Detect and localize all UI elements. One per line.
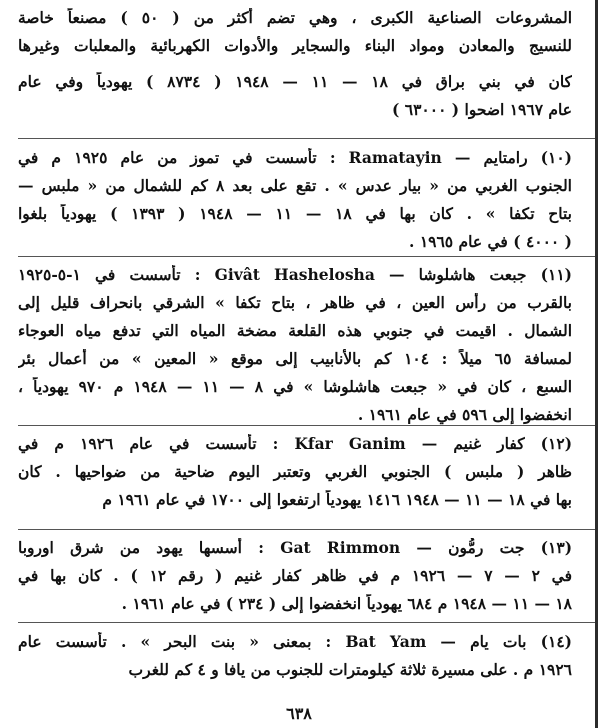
item-10-line: (١٠) رامتايم — Ramatayin : تأسست في تموز من عام ١٩٢٥ م في	[18, 148, 572, 167]
item-13-line: ١٨ — ١١ — ١٩٤٨ م ٦٨٤ يهودياً انخفضوا إلى ( ٢٣٤ ) في عام ١٩٦١ .	[121, 594, 572, 613]
item-13-line: في ٢ — ٧ — ١٩٢٦ م في ظاهر كفار غنيم ( رقم ١٢ ) . كان بها في	[18, 566, 572, 585]
page-number: ٦٣٨	[286, 704, 312, 723]
intro-line: كان في بني براق في ١٨ — ١١ — ١٩٤٨ ( ٨٧٣٤ ) يهودياً وفي عام	[18, 72, 572, 91]
section-divider	[18, 425, 598, 426]
item-10-line: بتاح تكفا » . كان بها في ١٨ — ١١ — ١٩٤٨ ( ١٣٩٣ ) يهودياً بلغوا	[18, 204, 572, 223]
item-12-line: بها في ١٨ — ١١ — ١٩٤٨ ١٤١٦ يهودياً ارتفعوا إلى ١٧٠٠ في عام ١٩٦١ م	[102, 490, 572, 509]
item-11-line: لمسافة ٦٥ ميلاً : ١٠٤ كم بالأنابيب إلى موقع « المعين » من أعمال بئر	[18, 349, 572, 368]
item-13-line: (١٣) جت رمُّون — Gat Rimmon : أسسها يهود من شرق اوروبا	[18, 538, 572, 557]
item-10-line: الجنوب الغربي من « بيار عدس » . تقع على بعد ٨ كم للشمال من « ملبس —	[18, 176, 572, 195]
section-divider	[18, 138, 598, 139]
item-11-line: (١١) جبعت هاشلوشا — Givât Hashelosha : تأسست في ١-٥-١٩٢٥	[18, 265, 572, 284]
item-11-line: السبع ، كان في « جبعت هاشلوشا » في ٨ — ١١ — ١٩٤٨ م ٩٧٠ يهودياً ،	[18, 377, 572, 396]
intro-line: عام ١٩٦٧ اضحوا ( ٦٣٠٠٠ )	[392, 100, 572, 119]
section-divider	[18, 256, 598, 257]
item-11-line: الشمال . اقيمت في جنوبي هذه القلعة مضخة المياه التي تدفع مياه العوجاء	[18, 321, 572, 340]
item-11-line: انخفضوا إلى ٥٩٦ في عام ١٩٦١ .	[357, 405, 572, 424]
section-divider	[18, 622, 598, 623]
item-12-line: (١٢) كفار غنيم — Kfar Ganim : تأسست في عام ١٩٢٦ م في	[18, 434, 572, 453]
section-divider	[18, 529, 598, 530]
intro-line: للنسيج والمعادن ومواد البناء والسجاير والأدوات الكهربائية والمعلبات وغيرها	[18, 36, 572, 55]
intro-line: المشروعات الصناعية الكبرى ، وهي تضم أكثر من ( ٥٠ ) مصنعاً خاصة	[18, 8, 572, 27]
item-11-line: بالقرب من رأس العين ، في ظاهر ، بتاح تكفا » الشرقي بانحراف قليل إلى	[18, 293, 572, 312]
item-14-line: ١٩٢٦ م . على مسيرة ثلاثة كيلومترات للجنوب من يافا و ٤ كم للغرب	[128, 660, 572, 679]
item-12-line: ظاهر ( ملبس ) الجنوبي الغربي وتعتبر اليوم ضاحية من ضواحيها . كان	[18, 462, 572, 481]
item-10-line: ( ٤٠٠٠ ) في عام ١٩٦٥ .	[409, 232, 572, 251]
item-14-line: (١٤) بات يام — Bat Yam : بمعنى « بنت البحر » . تأسست عام	[18, 632, 572, 651]
